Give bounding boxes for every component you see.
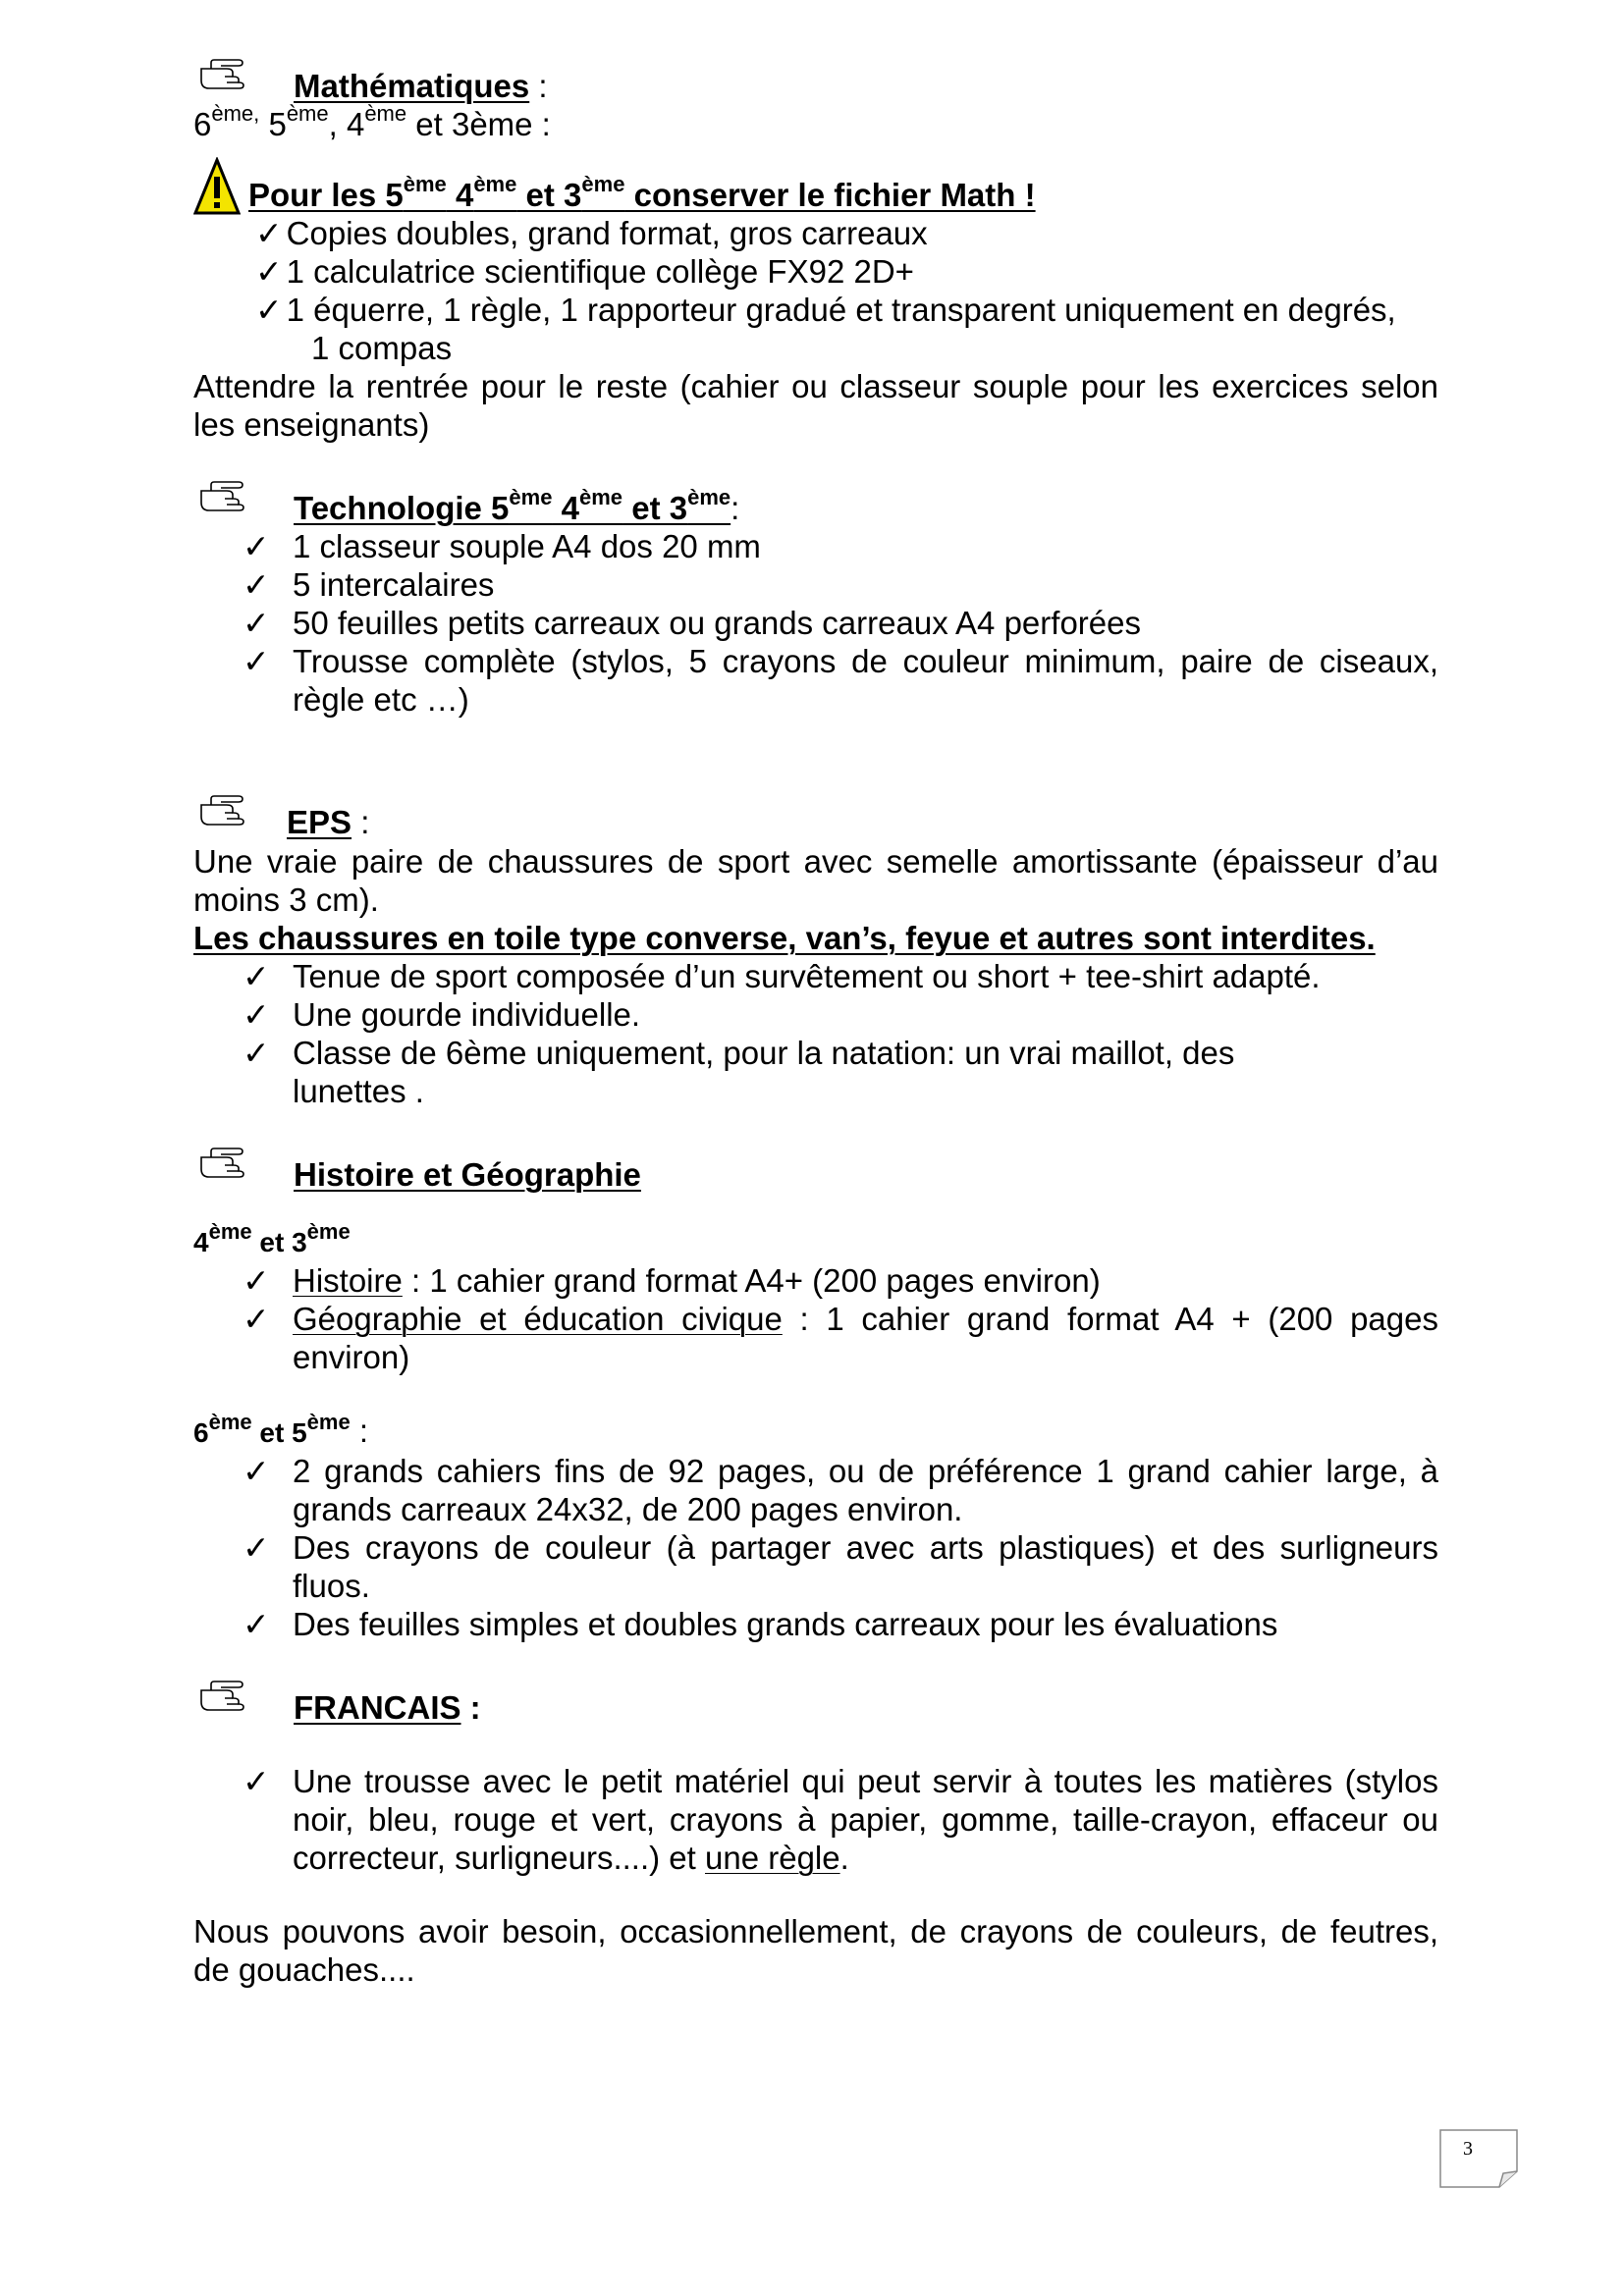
- list-item-text: lunettes .: [293, 1073, 424, 1109]
- eps-title: EPS: [287, 804, 352, 840]
- group-part: 4: [193, 1227, 209, 1257]
- list-item: [193, 957, 1438, 995]
- ordinal-sup: ème: [473, 172, 517, 196]
- check-icon: ✓: [255, 253, 283, 290]
- list-item: [193, 604, 1438, 642]
- list-item: [193, 1300, 1438, 1376]
- pointing-hand-icon: [193, 1681, 252, 1712]
- warning-part: et 3: [516, 177, 582, 213]
- list-item-label: Histoire: [293, 1262, 403, 1299]
- histgeo-title: Histoire et Géographie: [294, 1156, 641, 1193]
- group-part: et 5: [251, 1417, 307, 1448]
- level-6: 6: [193, 106, 212, 142]
- eps-heading: [193, 803, 1438, 841]
- list-item-text: : 1 cahier grand format A4+ (200 pages environ): [402, 1262, 1101, 1299]
- list-item: [193, 1452, 1438, 1528]
- title-part: Technologie 5: [294, 490, 510, 526]
- warning-part: 4: [446, 177, 474, 213]
- francais-note: Nous pouvons avoir besoin, occasionnellement, de crayons de couleurs, de feutres, de gouaches....: [193, 1913, 1438, 1988]
- ordinal-sup: ème: [208, 1409, 252, 1434]
- ordinal-sup: ème: [687, 485, 731, 509]
- math-title: Mathématiques: [294, 68, 530, 104]
- math-warning: [193, 157, 1438, 214]
- histgeo-list-6-5: [193, 1452, 1438, 1643]
- list-item-text: 50 feuilles petits carreaux ou grands carreaux A4 perforées: [293, 605, 1141, 641]
- check-icon: ✓: [243, 1529, 270, 1566]
- pointing-hand-icon: [193, 59, 252, 90]
- list-item-text: 1 calculatrice scientifique collège FX92 2D+: [286, 253, 914, 290]
- math-title-colon: :: [529, 68, 548, 104]
- list-item-text: Tenue de sport composée d’un survêtement ou short + tee-shirt adapté.: [293, 958, 1321, 994]
- ordinal-sup: ème: [509, 485, 553, 509]
- list-item: [193, 1605, 1438, 1643]
- list-item: [193, 995, 1438, 1034]
- level-4: , 4: [328, 106, 365, 142]
- ordinal-sup: ème: [579, 485, 623, 509]
- ordinal-sup: ème: [208, 1218, 252, 1244]
- list-item-text: Une gourde individuelle.: [293, 996, 641, 1033]
- eps-text: Une vraie paire de chaussures de sport avec semelle amortissante (épaisseur d’au moins 3 cm).: [193, 843, 1438, 918]
- techno-heading: [193, 485, 1438, 527]
- check-icon: ✓: [243, 1301, 270, 1337]
- ordinal-sup: ème: [403, 172, 447, 196]
- list-item: [193, 1528, 1438, 1605]
- level-5: 5: [259, 106, 287, 142]
- ordinal-sup: ème: [286, 101, 329, 126]
- title-part: 4: [552, 490, 579, 526]
- check-icon: ✓: [243, 1262, 270, 1299]
- check-icon: ✓: [243, 566, 270, 603]
- histgeo-list-4-3: [193, 1261, 1438, 1376]
- list-item: [193, 565, 1438, 604]
- list-item: [193, 1762, 1438, 1877]
- check-icon: ✓: [255, 215, 283, 251]
- check-icon: ✓: [243, 1453, 270, 1489]
- francais-heading: [193, 1688, 1438, 1727]
- ordinal-sup: ème: [581, 172, 625, 196]
- title-part: et 3: [622, 490, 688, 526]
- list-item-end: .: [839, 1840, 849, 1876]
- check-icon: ✓: [255, 292, 283, 328]
- list-item-text: : 1 cahier grand format A4 + (200 pages environ): [293, 1301, 1438, 1375]
- list-item-text: Une trousse avec le petit matériel qui peut servir à toutes les matières (stylos noir, bleu, rouge et vert, crayons à papier, gomme, taille-crayon, effaceur ou correcteur, surligneurs....) et: [293, 1763, 1438, 1876]
- page-number: 3: [1463, 2138, 1473, 2160]
- list-item-continuation: 1 compas: [311, 330, 453, 366]
- list-item-text: 5 intercalaires: [293, 566, 495, 603]
- check-icon: ✓: [243, 643, 270, 679]
- check-icon: ✓: [243, 1763, 270, 1799]
- warning-part: Pour les 5: [248, 177, 404, 213]
- list-item-text: Copies doubles, grand format, gros carreaux: [286, 215, 928, 251]
- check-icon: ✓: [243, 996, 270, 1033]
- list-item-text: Des feuilles simples et doubles grands carreaux pour les évaluations: [293, 1606, 1278, 1642]
- list-item-text: 2 grands cahiers fins de 92 pages, ou de préférence 1 grand cahier large, à grands carreaux 24x32, de 200 pages environ.: [293, 1453, 1438, 1527]
- check-icon: ✓: [243, 1606, 270, 1642]
- title-colon: :: [352, 804, 370, 840]
- list-item-text: 1 classeur souple A4 dos 20 mm: [293, 528, 761, 564]
- francais-list: [193, 1762, 1438, 1877]
- group-colon: :: [350, 1413, 369, 1449]
- list-item-text: Des crayons de couleur (à partager avec arts plastiques) et des surligneurs fluos.: [293, 1529, 1438, 1604]
- histgeo-group-6-5: [193, 1409, 1438, 1452]
- title-colon: :: [460, 1689, 481, 1726]
- francais-title: FRANCAIS: [294, 1689, 461, 1726]
- eps-list: [193, 957, 1438, 1110]
- math-list: [193, 214, 1438, 367]
- pointing-hand-icon: [193, 795, 252, 827]
- list-item-text: Trousse complète (stylos, 5 crayons de couleur minimum, paire de ciseaux, règle etc …): [293, 643, 1438, 718]
- list-item: [193, 527, 1438, 565]
- list-item: [193, 291, 1438, 329]
- check-icon: ✓: [243, 528, 270, 564]
- list-item: [193, 214, 1438, 252]
- techno-title: [294, 485, 731, 526]
- ordinal-sup: ème: [306, 1409, 351, 1434]
- list-item: [193, 1261, 1438, 1300]
- list-item: [193, 252, 1438, 291]
- histgeo-heading: [193, 1155, 1438, 1194]
- math-levels: [193, 101, 1438, 143]
- title-colon: :: [730, 490, 740, 526]
- warning-part: conserver le fichier Math !: [624, 177, 1036, 213]
- warning-triangle-icon: [193, 157, 241, 216]
- list-item-label: Géographie et éducation civique: [293, 1301, 783, 1337]
- ordinal-sup: ème: [364, 101, 407, 126]
- list-item: [193, 642, 1438, 719]
- ordinal-sup: ème: [306, 1218, 351, 1244]
- check-icon: ✓: [243, 605, 270, 641]
- math-note: Attendre la rentrée pour le reste (cahier ou classeur souple pour les exercices selon les enseignants): [193, 368, 1438, 443]
- level-3: et 3ème :: [406, 106, 551, 142]
- pointing-hand-icon: [193, 1148, 252, 1179]
- group-part: 6: [193, 1417, 209, 1448]
- math-warning-text: [248, 172, 1036, 213]
- techno-list: [193, 527, 1438, 719]
- group-label: [193, 1409, 351, 1448]
- list-item-underlined: une règle: [705, 1840, 840, 1876]
- ordinal-sup: ème,: [211, 101, 260, 126]
- check-icon: ✓: [243, 958, 270, 994]
- page-number-box: [1438, 2128, 1519, 2189]
- eps-warning: Les chaussures en toile type converse, van’s, feyue et autres sont interdites.: [193, 920, 1376, 956]
- pointing-hand-icon: [193, 481, 252, 512]
- check-icon: ✓: [243, 1035, 270, 1071]
- list-item: [193, 1034, 1438, 1110]
- list-item-text: 1 équerre, 1 règle, 1 rapporteur gradué et transparent uniquement en degrés,: [286, 292, 1396, 328]
- math-heading: [193, 67, 1438, 105]
- group-part: et 3: [251, 1227, 307, 1257]
- list-item-text: Classe de 6ème uniquement, pour la natation: un vrai maillot, des: [293, 1035, 1235, 1071]
- histgeo-group-4-3: [193, 1218, 1438, 1261]
